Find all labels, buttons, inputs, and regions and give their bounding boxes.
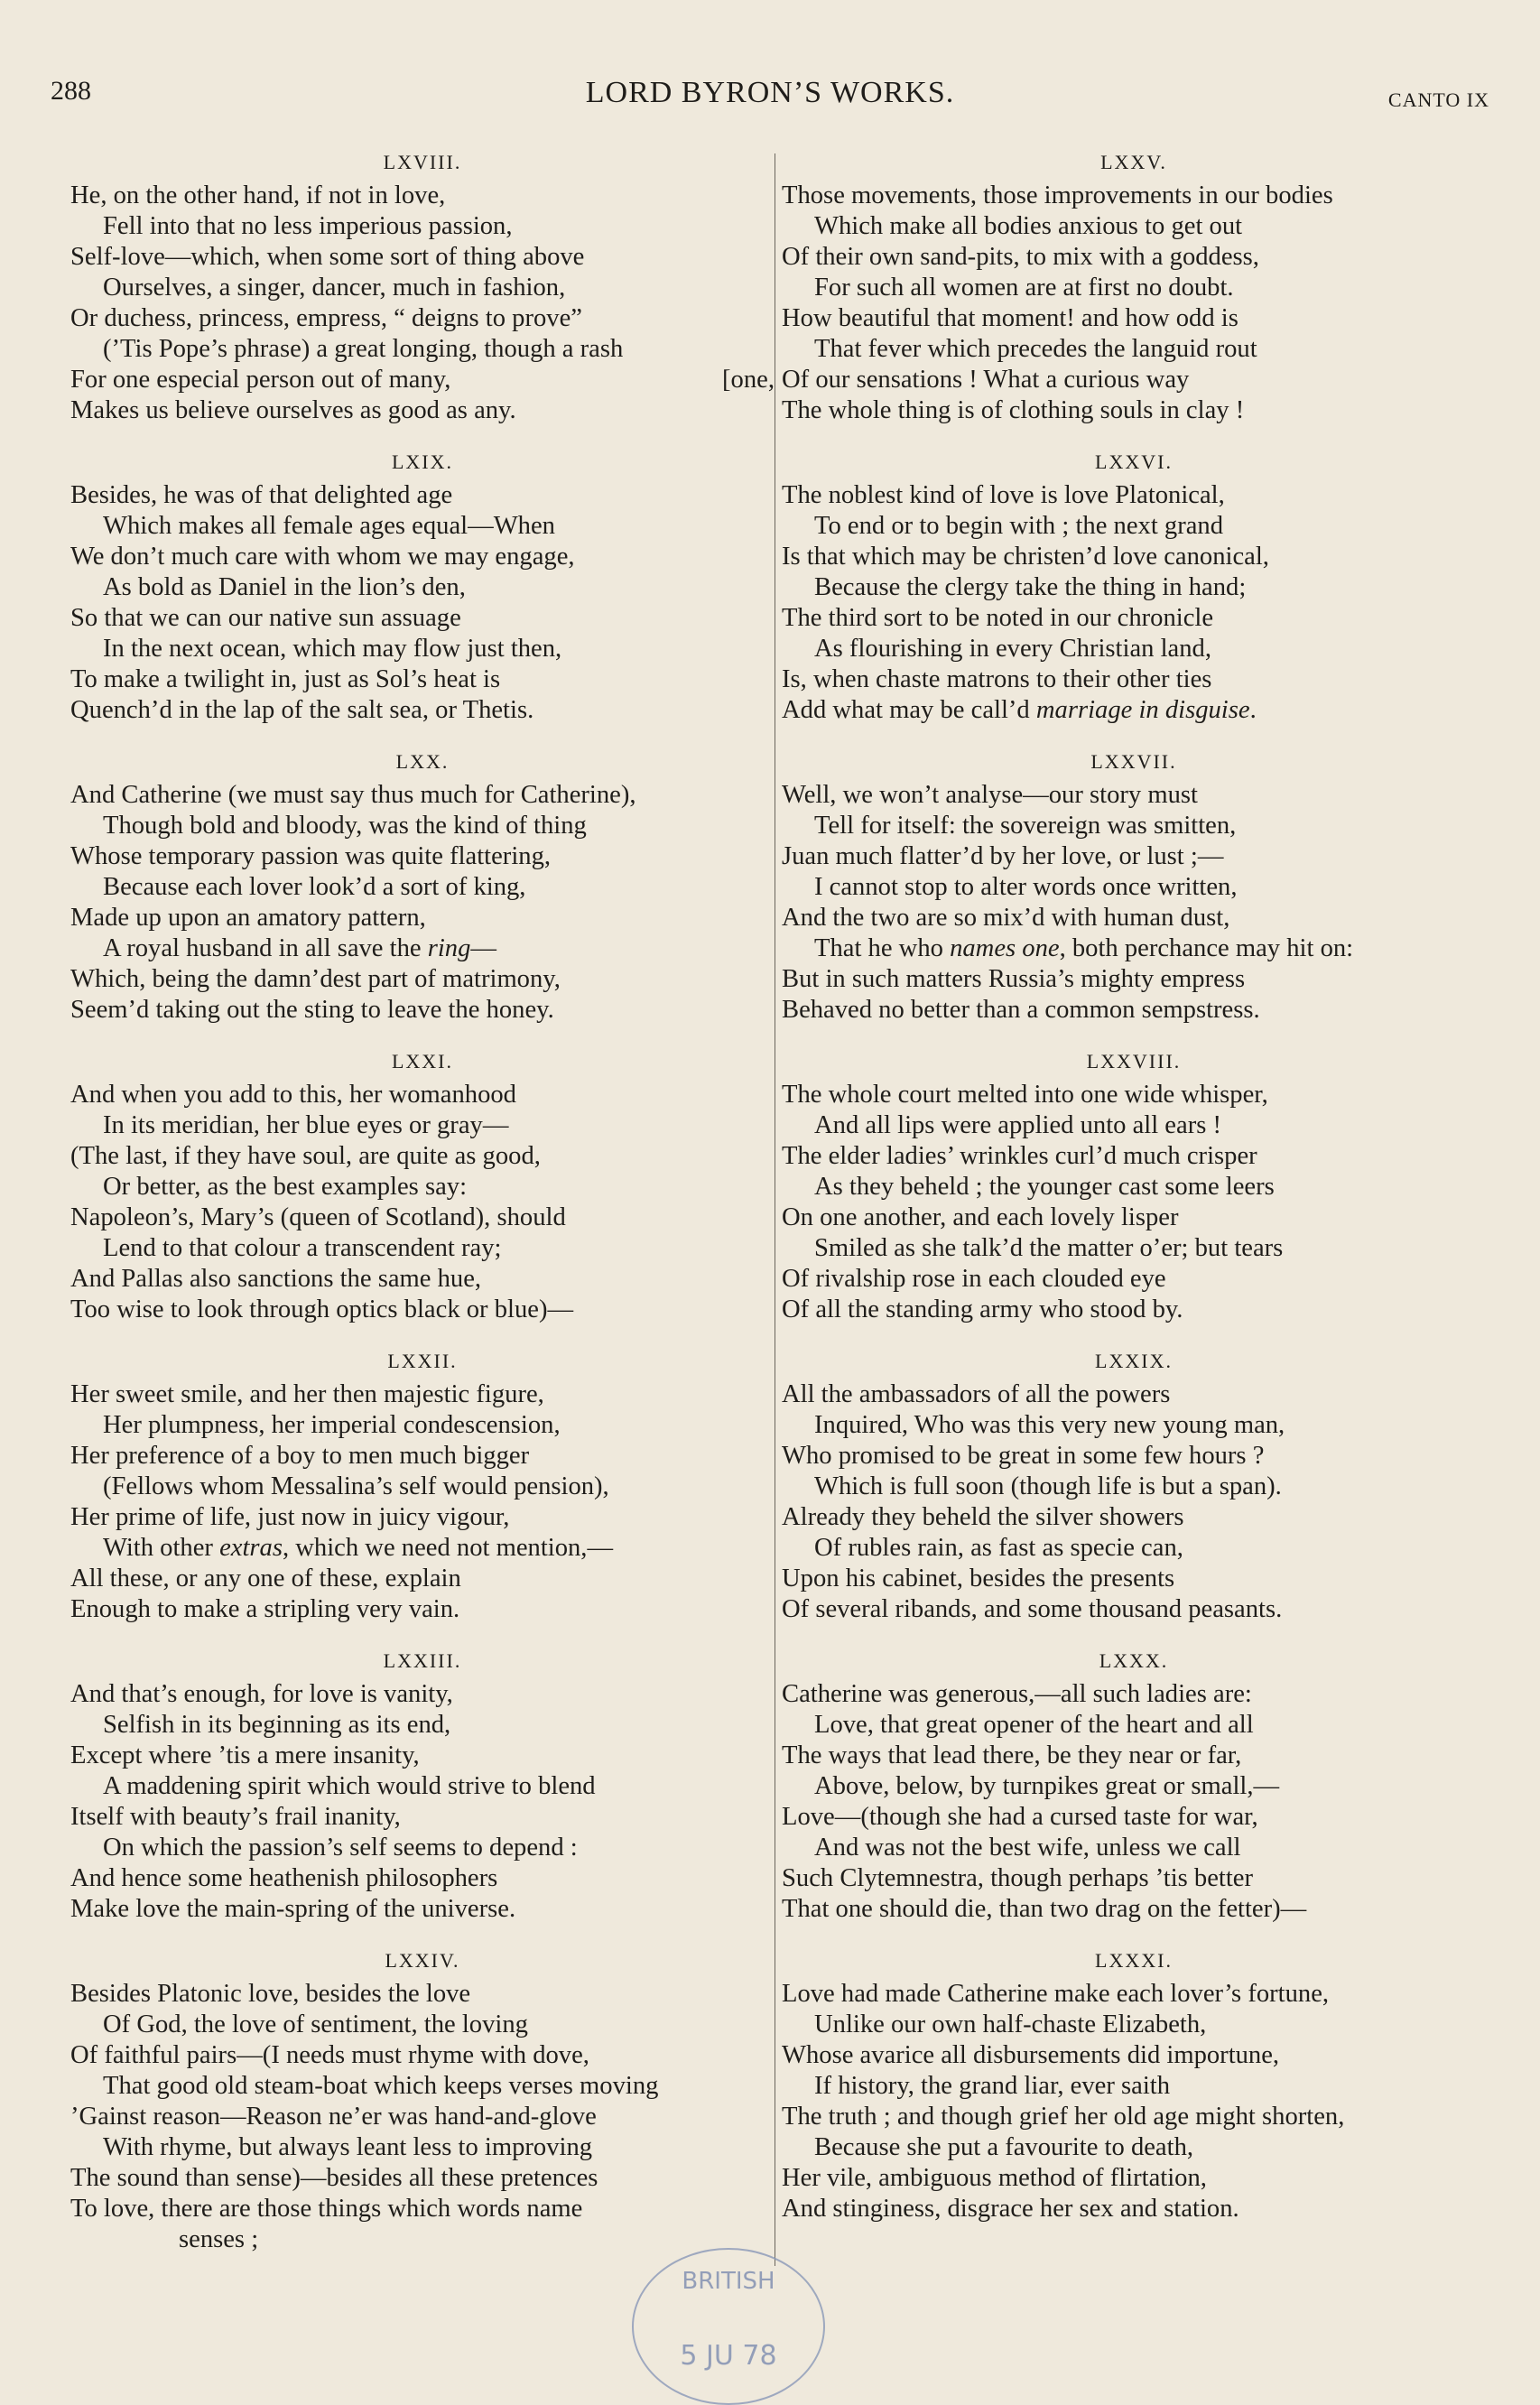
verse-text: Catherine was generous,—all such ladies are: [782, 1680, 1252, 1708]
verse-text: He, on the other hand, if not in love, [70, 181, 446, 209]
verse-line [782, 2163, 1486, 2194]
verse-line [782, 964, 1486, 995]
verse-text: Love—(though she had a cursed taste for war, [782, 1803, 1258, 1831]
verse-line [70, 1741, 775, 1771]
verse-text: Though bold and bloody, was the kind of thing [103, 812, 587, 840]
verse-line [70, 1441, 775, 1472]
verse-text: Of several ribands, and some thousand peasants. [782, 1595, 1283, 1623]
verse-line [782, 1894, 1486, 1925]
verse-line [782, 1863, 1486, 1894]
verse-line [70, 811, 775, 841]
verse-line [782, 2010, 1486, 2040]
verse-line [70, 1080, 775, 1110]
verse-text: As bold as Daniel in the lion’s den, [103, 573, 466, 601]
verse-line [782, 2071, 1486, 2102]
verse-line [782, 1080, 1486, 1110]
stanza [70, 744, 775, 1026]
verse-line [782, 872, 1486, 903]
italic-text: ring [427, 934, 471, 962]
stanza [70, 144, 775, 426]
stanza [70, 444, 775, 726]
verse-line [782, 1710, 1486, 1741]
verse-line [70, 511, 775, 542]
stanza [70, 1643, 775, 1925]
verse-text: I cannot stop to alter words once written, [814, 873, 1238, 901]
verse-line [782, 511, 1486, 542]
verse-line [70, 872, 775, 903]
verse-text: Because each lover look’d a sort of king, [103, 873, 526, 901]
verse-text: To love, there are those things which words name [70, 2195, 583, 2223]
verse-line [70, 2071, 775, 2102]
verse-text: With other [103, 1534, 220, 1562]
verse-line [70, 664, 775, 695]
italic-text: extras [219, 1534, 283, 1562]
verse-text: And stinginess, disgrace her sex and station. [782, 2195, 1239, 2223]
verse-line [70, 1172, 775, 1202]
verse-text: And that’s enough, for love is vanity, [70, 1680, 453, 1708]
verse-text: Who promised to be great in some few hours ? [782, 1442, 1265, 1470]
verse-line [70, 480, 775, 511]
verse-line [70, 303, 775, 334]
verse-text: Her preference of a boy to men much bigger [70, 1442, 530, 1470]
verse-line [782, 211, 1486, 242]
verse-text: Selfish in its beginning as its end, [103, 1711, 451, 1739]
verse-line [70, 1564, 775, 1594]
verse-line [782, 181, 1486, 211]
verse-text: Whose avarice all disbursements did importune, [782, 2041, 1280, 2069]
verse-text: Because the clergy take the thing in hand; [814, 573, 1247, 601]
verse-text: Makes us believe ourselves as good as any. [70, 396, 516, 424]
verse-line [70, 1264, 775, 1295]
verse-line [782, 572, 1486, 603]
verse-line [782, 273, 1486, 303]
verse-text: But in such matters Russia’s mighty empress [782, 965, 1246, 993]
verse-line [782, 1379, 1486, 1410]
verse-text: Itself with beauty’s frail inanity, [70, 1803, 401, 1831]
verse-line [782, 634, 1486, 664]
verse-text: Smiled as she talk’d the matter o’er; but tears [814, 1234, 1284, 1262]
verse-text: With rhyme, but always leant less to improving [103, 2133, 593, 2161]
verse-line [70, 181, 775, 211]
verse-text: All the ambassadors of all the powers [782, 1380, 1171, 1408]
library-stamp [632, 2248, 825, 2405]
verse-line [782, 1679, 1486, 1710]
verse-text: The whole thing is of clothing souls in clay ! [782, 396, 1245, 424]
verse-line [782, 841, 1486, 872]
verse-line [782, 664, 1486, 695]
verse-line [70, 334, 775, 365]
verse-text: The whole court melted into one wide whisper, [782, 1081, 1268, 1109]
verse-text: . [1249, 696, 1257, 724]
verse-line [782, 780, 1486, 811]
verse-text: The third sort to be noted in our chronicle [782, 604, 1214, 632]
verse-text: Enough to make a stripling very vain. [70, 1595, 460, 1623]
verse-line [70, 1202, 775, 1233]
verse-line [70, 1863, 775, 1894]
stanza [782, 144, 1486, 426]
verse-text: Fell into that no less imperious passion, [103, 212, 513, 240]
verse-text: And all lips were applied unto all ears ! [814, 1111, 1222, 1139]
verse-line [70, 542, 775, 572]
verse-text: Which is full soon (though life is but a span). [814, 1472, 1282, 1500]
verse-text: Tell for itself: the sovereign was smitten, [814, 812, 1237, 840]
verse-text: The noblest kind of love is love Platonical, [782, 481, 1225, 509]
verse-line [782, 1410, 1486, 1441]
verse-text: Her vile, ambiguous method of flirtation, [782, 2164, 1207, 2192]
stanza-number: LXXXI. [1095, 1949, 1173, 1972]
verse-text: That one should die, than two drag on the fetter)— [782, 1895, 1307, 1923]
verse-text: Because she put a favourite to death, [814, 2133, 1194, 2161]
verse-text: Upon his cabinet, besides the presents [782, 1565, 1175, 1592]
verse-text: And Pallas also sanctions the same hue, [70, 1265, 482, 1293]
verse-text: Her prime of life, just now in juicy vigour, [70, 1503, 510, 1531]
verse-text: ’Gainst reason—Reason ne’er was hand-and-glove [70, 2103, 597, 2131]
verse-text: Or better, as the best examples say: [103, 1173, 468, 1201]
verse-line [782, 303, 1486, 334]
verse-text: (Fellows whom Messalina’s self would pension), [103, 1472, 609, 1500]
italic-text: names one [950, 934, 1060, 962]
verse-line [782, 1979, 1486, 2010]
stanza-number: LXXI. [391, 1050, 454, 1072]
stanza-number: LXX. [395, 750, 450, 773]
verse-line [782, 1502, 1486, 1533]
verse-text: Add what may be call’d [782, 696, 1036, 724]
verse-text: Love, that great opener of the heart and all [814, 1711, 1254, 1739]
verse-line [70, 603, 775, 634]
verse-text: , both perchance may hit on: [1059, 934, 1354, 962]
canto-label: CANTO IX [1387, 88, 1489, 111]
verse-line [70, 273, 775, 303]
verse-line [70, 211, 775, 242]
verse-text: Except where ’tis a mere insanity, [70, 1741, 420, 1769]
verse-text: Besides, he was of that delighted age [70, 481, 453, 509]
verse-line [70, 2132, 775, 2163]
verse-text: Lend to that colour a transcendent ray; [103, 1234, 502, 1262]
verse-line [782, 480, 1486, 511]
verse-line [70, 2040, 775, 2071]
stanza-number: LXXVIII. [1086, 1050, 1182, 1072]
page-header [51, 76, 1489, 121]
verse-line [70, 1979, 775, 2010]
verse-line [70, 1472, 775, 1502]
verse-line [782, 933, 1486, 964]
verse-text: For such all women are at first no doubt. [814, 274, 1234, 302]
verse-text: Well, we won’t analyse—our story must [782, 781, 1198, 809]
verse-line [70, 1679, 775, 1710]
verse-line [70, 1771, 775, 1802]
stanza [782, 744, 1486, 1026]
verse-text: For one especial person out of many, [70, 366, 451, 394]
verse-text: Unlike our own half-chaste Elizabeth, [814, 2010, 1207, 2038]
verse-text: Too wise to look through optics black or blue)— [70, 1295, 574, 1323]
verse-line [70, 1533, 775, 1564]
verse-line [782, 1472, 1486, 1502]
verse-line [70, 1410, 775, 1441]
verse-text: On which the passion’s self seems to depend : [103, 1834, 578, 1862]
stanza [70, 1044, 775, 1325]
verse-text: The truth ; and though grief her old age might shorten, [782, 2103, 1345, 2131]
verse-line [782, 1533, 1486, 1564]
verse-line [70, 1502, 775, 1533]
verse-text: — [470, 934, 496, 962]
verse-text: And was not the best wife, unless we call [814, 1834, 1241, 1862]
verse-text: Of rivalship rose in each clouded eye [782, 1265, 1166, 1293]
verse-line [70, 242, 775, 273]
verse-text: As they beheld ; the younger cast some leers [814, 1173, 1275, 1201]
verse-text: As flourishing in every Christian land, [814, 635, 1211, 663]
verse-text: The sound than sense)—besides all these pretences [70, 2164, 598, 2192]
verse-text: Is, when chaste matrons to their other ties [782, 665, 1212, 693]
turnover-word: [one, [722, 366, 775, 394]
verse-line [782, 1441, 1486, 1472]
verse-line [70, 2224, 775, 2255]
verse-line [782, 1141, 1486, 1172]
verse-line [70, 780, 775, 811]
verse-text: Which makes all female ages equal—When [103, 512, 555, 540]
verse-line [70, 1802, 775, 1833]
verse-line [782, 542, 1486, 572]
verse-line [782, 1233, 1486, 1264]
verse-text: Is that which may be christen’d love canonical, [782, 543, 1269, 571]
verse-line [782, 1110, 1486, 1141]
verse-line [70, 2010, 775, 2040]
verse-line [70, 1233, 775, 1264]
verse-text: senses ; [179, 2225, 259, 2253]
verse-text: Of all the standing army who stood by. [782, 1295, 1183, 1323]
stanza-number: LXXIX. [1095, 1350, 1173, 1372]
verse-text: And hence some heathenish philosophers [70, 1864, 498, 1892]
verse-line [70, 572, 775, 603]
stanza-number: LXIX. [391, 450, 454, 473]
verse-text: Made up upon an amatory pattern, [70, 904, 426, 932]
verse-line [70, 1894, 775, 1925]
stanza [782, 1343, 1486, 1625]
stamp-date: 5 JU 78 [680, 2340, 777, 2372]
verse-text: Juan much flatter’d by her love, or lust ;— [782, 842, 1224, 870]
verse-text: Her plumpness, her imperial condescension, [103, 1411, 561, 1439]
verse-line [782, 2040, 1486, 2071]
verse-text: To end or to begin with ; the next grand [814, 512, 1224, 540]
stanza [782, 1943, 1486, 2224]
verse-text: Of God, the love of sentiment, the loving [103, 2010, 528, 2038]
verse-text: That he who [814, 934, 951, 962]
verse-line [782, 1172, 1486, 1202]
verse-text: Such Clytemnestra, though perhaps ’tis better [782, 1864, 1254, 1892]
verse-line [782, 811, 1486, 841]
stanza-number: LXXX. [1099, 1649, 1169, 1672]
verse-line [782, 365, 1486, 395]
verse-text: On one another, and each lovely lisper [782, 1203, 1179, 1231]
verse-text: In its meridian, her blue eyes or gray— [103, 1111, 509, 1139]
verse-text: That good old steam-boat which keeps verses moving [103, 2072, 659, 2100]
stanza-number: LXVIII. [383, 151, 462, 173]
verse-text: Love had made Catherine make each lover’s fortune, [782, 1980, 1330, 2008]
verse-text: Self-love—which, when some sort of thing above [70, 243, 585, 271]
verse-text: To make a twilight in, just as Sol’s heat is [70, 665, 501, 693]
verse-line [782, 2102, 1486, 2132]
verse-text: How beautiful that moment! and how odd is [782, 304, 1238, 332]
verse-text: And the two are so mix’d with human dust, [782, 904, 1230, 932]
verse-line [70, 1110, 775, 1141]
stanza-number: LXXVII. [1090, 750, 1177, 773]
verse-text: Already they beheld the silver showers [782, 1503, 1184, 1531]
verse-line [70, 365, 775, 395]
verse-line [782, 603, 1486, 634]
verse-text: Of faithful pairs—(I needs must rhyme with dove, [70, 2041, 589, 2069]
verse-line [782, 995, 1486, 1026]
verse-text: So that we can our native sun assuage [70, 604, 461, 632]
verse-text: Behaved no better than a common sempstress. [782, 996, 1260, 1024]
verse-line [70, 903, 775, 933]
verse-line [70, 634, 775, 664]
verse-line [782, 903, 1486, 933]
verse-line [70, 995, 775, 1026]
stanza-number: LXXIV. [385, 1949, 460, 1972]
verse-text: Which make all bodies anxious to get out [814, 212, 1243, 240]
stanza [782, 1044, 1486, 1325]
verse-text: A royal husband in all save the [103, 934, 428, 962]
stanza [782, 444, 1486, 726]
verse-text: Those movements, those improvements in our bodies [782, 181, 1333, 209]
verse-text: And Catherine (we must say thus much for Catherine), [70, 781, 636, 809]
verse-text: Whose temporary passion was quite flattering, [70, 842, 552, 870]
left-column [70, 144, 775, 2273]
verse-text: Napoleon’s, Mary’s (queen of Scotland), should [70, 1203, 566, 1231]
verse-line [782, 695, 1486, 726]
verse-text: Ourselves, a singer, dancer, much in fashion, [103, 274, 566, 302]
verse-text: Or duchess, princess, empress, “ deigns to prove” [70, 304, 582, 332]
verse-text: Seem’d taking out the sting to leave the honey. [70, 996, 554, 1024]
verse-line [70, 1833, 775, 1863]
stanza-number: LXXII. [387, 1350, 458, 1372]
verse-text: Make love the main-spring of the universe. [70, 1895, 516, 1923]
stanza-number: LXXIII. [383, 1649, 462, 1672]
verse-line [782, 1295, 1486, 1325]
verse-text: A maddening spirit which would strive to blend [103, 1772, 596, 1800]
verse-line [70, 964, 775, 995]
verse-text: We don’t much care with whom we may engage, [70, 543, 575, 571]
verse-line [70, 2102, 775, 2132]
verse-text: , which we need not mention,— [282, 1534, 614, 1562]
verse-line [70, 2163, 775, 2194]
verse-text: Of rubles rain, as fast as specie can, [814, 1534, 1183, 1562]
verse-line [70, 1594, 775, 1625]
verse-text: Above, below, by turnpikes great or small,— [814, 1772, 1280, 1800]
verse-text: (The last, if they have soul, are quite as good, [70, 1142, 541, 1170]
verse-line [70, 2194, 775, 2224]
stanza-number: LXXVI. [1095, 450, 1173, 473]
verse-line [782, 2132, 1486, 2163]
verse-line [70, 695, 775, 726]
verse-line [70, 933, 775, 964]
right-column [782, 144, 1486, 2242]
verse-line [782, 242, 1486, 273]
verse-text: Inquired, Who was this very new young man, [814, 1411, 1285, 1439]
verse-line [782, 1202, 1486, 1233]
stanza [70, 1943, 775, 2255]
verse-text: If history, the grand liar, ever saith [814, 2072, 1171, 2100]
running-title: LORD BYRON’S WORKS. [585, 76, 955, 109]
verse-line [70, 1710, 775, 1741]
verse-text: Quench’d in the lap of the salt sea, or Thetis. [70, 696, 534, 724]
verse-line [782, 1564, 1486, 1594]
verse-line [782, 1771, 1486, 1802]
verse-line [70, 395, 775, 426]
verse-line [782, 1802, 1486, 1833]
verse-line [70, 1295, 775, 1325]
verse-text: That fever which precedes the languid rout [814, 335, 1257, 363]
verse-line [782, 1594, 1486, 1625]
verse-text: All these, or any one of these, explain [70, 1565, 461, 1592]
verse-line [782, 2194, 1486, 2224]
verse-text: Which, being the damn’dest part of matrimony, [70, 965, 561, 993]
verse-line [782, 1264, 1486, 1295]
verse-text: Her sweet smile, and her then majestic figure, [70, 1380, 544, 1408]
verse-text: The elder ladies’ wrinkles curl’d much crisper [782, 1142, 1257, 1170]
stanza [70, 1343, 775, 1625]
verse-line [782, 395, 1486, 426]
verse-text: Besides Platonic love, besides the love [70, 1980, 471, 2008]
verse-text: The ways that lead there, be they near or far, [782, 1741, 1242, 1769]
verse-line [782, 1741, 1486, 1771]
stamp-text: BRITISH [682, 2268, 775, 2295]
stanza [782, 1643, 1486, 1925]
verse-text: And when you add to this, her womanhood [70, 1081, 516, 1109]
verse-text: Of their own sand-pits, to mix with a goddess, [782, 243, 1259, 271]
verse-text: (’Tis Pope’s phrase) a great longing, though a rash [103, 335, 624, 363]
page-number: 288 [51, 76, 91, 106]
verse-text: In the next ocean, which may flow just then, [103, 635, 562, 663]
stanza-number: LXXV. [1100, 151, 1167, 173]
italic-text: marriage in disguise [1035, 696, 1250, 724]
verse-line [782, 334, 1486, 365]
verse-line [70, 841, 775, 872]
verse-text: Of our sensations ! What a curious way [782, 366, 1190, 394]
verse-line [782, 1833, 1486, 1863]
verse-line [70, 1141, 775, 1172]
verse-line [70, 1379, 775, 1410]
